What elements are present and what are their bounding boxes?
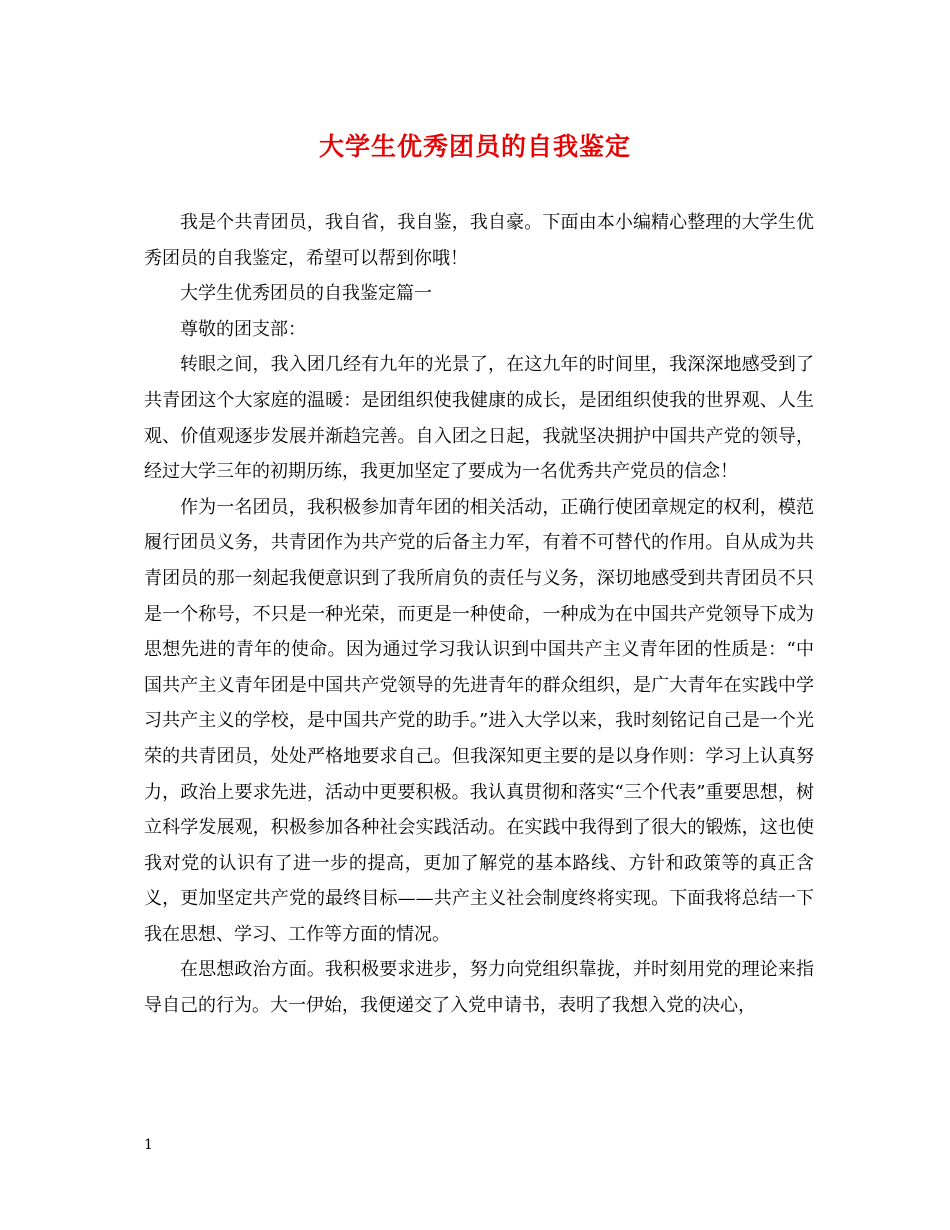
paragraph-body-1: 转眼之间，我入团几经有九年的光景了，在这九年的时间里，我深深地感受到了共青团这个大家庭的温暖：是团组织使我健康的成长，是团组织使我的世界观、人生观、价值观逐步发展并渐趋完善。自入团之日起，我就坚决拥护中国共产党的领导，经过大学三年的初期历练，我更加坚定了要成为一名优秀共产党员的信念！ <box>144 354 814 483</box>
paragraph-salutation: 尊敬的团支部： <box>180 318 306 340</box>
paragraph-intro: 我是个共青团员，我自省，我自鉴，我自豪。下面由本小编精心整理的大学生优秀团员的自我鉴定，希望可以帮到你哦！ <box>144 212 814 269</box>
document-body <box>144 205 814 1024</box>
document-title: 大学生优秀团员的自我鉴定 <box>318 132 631 161</box>
paragraph-body-3: 在思想政治方面。我积极要求进步，努力向党组织靠拢，并时刻用党的理论来指导自己的行为。大一伊始，我便递交了入党申请书，表明了我想入党的决心， <box>144 959 814 1017</box>
page-number: 1 <box>144 1137 153 1153</box>
paragraph-section-heading: 大学生优秀团员的自我鉴定篇一 <box>180 283 432 305</box>
paragraph-body-2: 作为一名团员，我积极参加青年团的相关活动，正确行使团章规定的权利，模范履行团员义务，共青团作为共产党的后备主力军，有着不可替代的作用。自从成为共青团员的那一刻起我便意识到了我所肩负的责任与义务，深切地感受到共青团员不只是一个称号，不只是一种光荣，而更是一种使命，一种成为在中国共产党领导下成为思想先进的青年的使命。因为通过学习我认识到中国共产主义青年团的性质是：“中国共产主义青年团是中国共产党领导的先进青年的群众组织，是广大青年在实践中学习共产主义的学校，是中国共产党的助手。”进入大学以来，我时刻铭记自己是一个光荣的共青团员，处处严格地要求自己。但我深知更主要的是以身作则：学习上认真努力，政治上要求先进，活动中更要积极。我认真贯彻和落实“三个代表”重要思想，树立科学发展观，积极参加各种社会实践活动。在实践中我得到了很大的锻炼，这也使我对党的认识有了进一步的提高，更加了解党的基本路线、方针和政策等的真正含义，更加坚定共产党的最终目标——共产主义社会制度终将实现。下面我将总结一下我在思想、学习、工作等方面的情况。 <box>144 496 814 945</box>
